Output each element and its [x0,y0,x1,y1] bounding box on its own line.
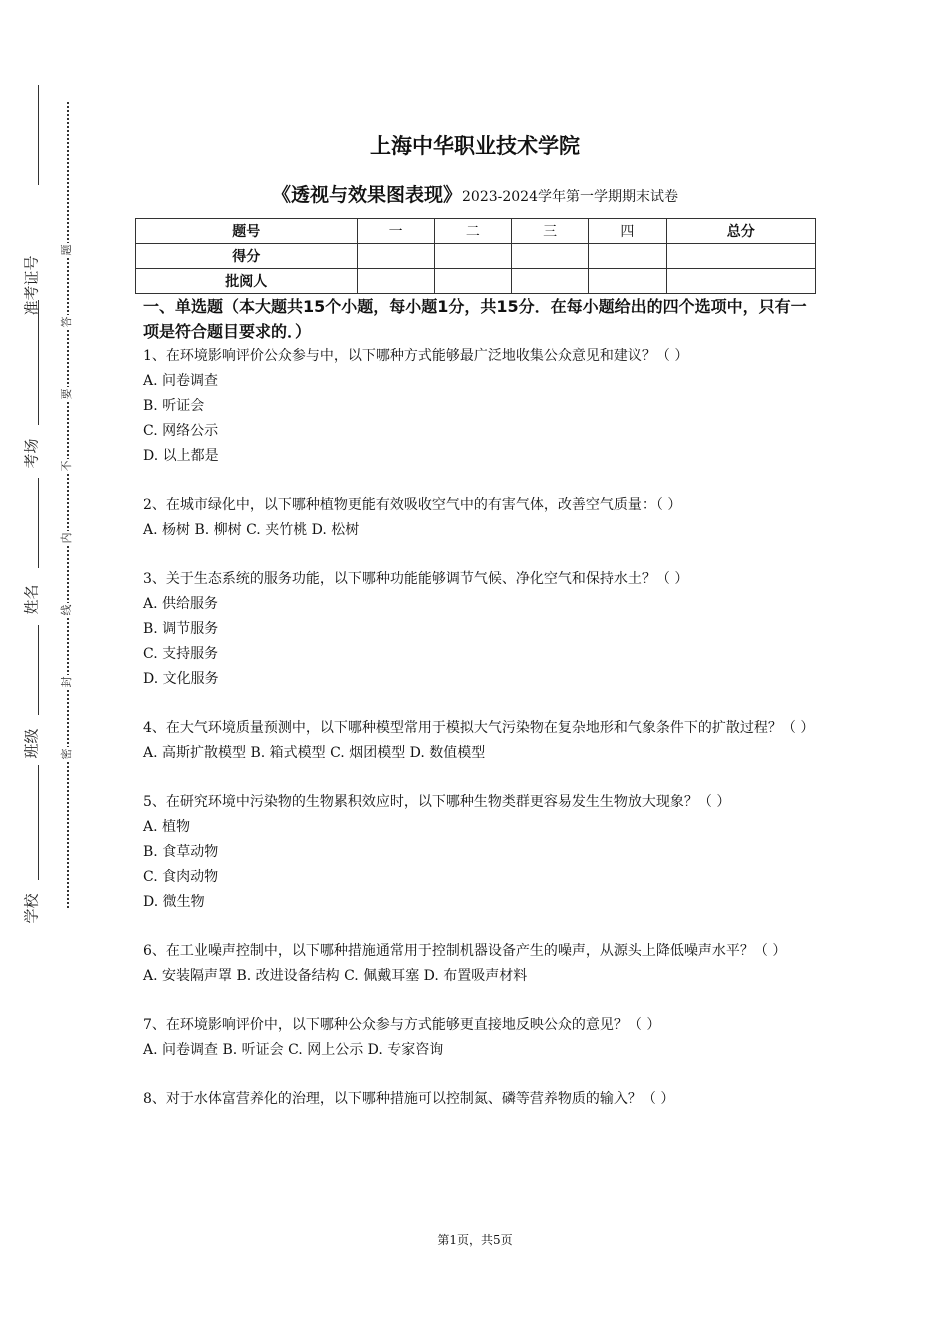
question-option: A. 供给服务 [143,596,219,612]
score-cell[interactable] [589,244,666,269]
page-footer: 第1页，共5页 [437,1233,513,1247]
seal-char: 密 [60,748,73,760]
name-label: 姓名 [22,584,41,615]
seal-char: 题 [60,244,73,256]
reviewer-row [136,269,816,294]
score-cell[interactable] [666,244,815,269]
reviewer-row-label: 批阅人 [136,269,358,294]
question-option: C. 支持服务 [143,646,219,662]
question-option: A. 问卷调查 B. 听证会 C. 网上公示 D. 专家咨询 [143,1042,444,1058]
question-option: D. 以上都是 [143,448,219,464]
score-row [136,244,816,269]
question-option: A. 植物 [143,819,191,835]
question [143,1013,813,1063]
exam-number-label: 准考证号 [22,255,41,316]
margin-line [38,300,39,425]
score-cell[interactable] [434,244,511,269]
seal-char: 答 [60,316,73,328]
question-stem: 1、在环境影响评价公众参与中，以下哪种方式能够最广泛地收集公众意见和建议？（ ） [143,348,689,364]
seal-char: 不 [60,460,73,472]
margin-line [38,625,39,715]
question-option: C. 食肉动物 [143,869,219,885]
score-table-header: 题号 [136,219,358,244]
question [143,716,813,766]
question-stem: 5、在研究环境中污染物的生物累积效应时，以下哪种生物类群更容易发生生物放大现象？（ ） [143,794,731,810]
reviewer-cell[interactable] [357,269,434,294]
score-row-label: 得分 [136,244,358,269]
question-option: D. 微生物 [143,894,205,910]
score-table-header-row [136,219,816,244]
question-stem: 6、在工业噪声控制中，以下哪种措施通常用于控制机器设备产生的噪声，从源头上降低噪声水平？（ ） [143,943,787,959]
question-stem: 4、在大气环境质量预测中，以下哪种模型常用于模拟大气污染物在复杂地形和气象条件下的扩散过程？（ ） [143,720,815,736]
question-stem: 2、在城市绿化中，以下哪种植物更能有效吸收空气中的有害气体，改善空气质量：（ ） [143,497,682,513]
reviewer-cell[interactable] [589,269,666,294]
margin-line [38,765,39,880]
seal-char: 内 [60,532,73,544]
score-table [135,218,816,294]
margin-line [38,478,39,568]
question-option: A. 安装隔声罩 B. 改进设备结构 C. 佩戴耳塞 D. 布置吸声材料 [143,968,528,984]
question [143,939,813,989]
term-title: 2023-2024学年第一学期期末试卷 [462,189,678,205]
score-table-header: 四 [589,219,666,244]
seal-char: 封 [60,676,73,688]
exam-content [143,294,813,1112]
question [143,344,813,469]
section-title: 一、单选题（本大题共15个小题，每小题1分，共15分．在每小题给出的四个选项中，只有一项是符合题目要求的．） [143,297,807,341]
score-table-header: 三 [512,219,589,244]
reviewer-cell[interactable] [512,269,589,294]
reviewer-cell[interactable] [666,269,815,294]
seal-dotted-line [67,102,69,908]
score-table-header: 总分 [666,219,815,244]
question-option: B. 调节服务 [143,621,219,637]
question-option: D. 文化服务 [143,671,219,687]
question-option: A. 高斯扩散模型 B. 箱式模型 C. 烟团模型 D. 数值模型 [143,745,486,761]
question-option: C. 网络公示 [143,423,219,439]
question [143,790,813,915]
question-stem: 3、关于生态系统的服务功能，以下哪种功能能够调节气候、净化空气和保持水土？（ ） [143,571,689,587]
question-option: B. 听证会 [143,398,205,414]
score-cell[interactable] [357,244,434,269]
score-table-header: 二 [434,219,511,244]
question-option: A. 问卷调查 [143,373,219,389]
class-label: 班级 [22,728,41,759]
seal-char: 线 [60,604,73,616]
question [143,493,813,543]
school-title: 上海中华职业技术学院 [370,134,580,158]
question-stem: 8、对于水体富营养化的治理，以下哪种措施可以控制氮、磷等营养物质的输入？（ ） [143,1091,675,1107]
question [143,567,813,692]
seal-char: 要 [60,388,73,400]
reviewer-cell[interactable] [434,269,511,294]
course-title: 《透视与效果图表现》 [271,184,462,206]
exam-room-label: 考场 [22,438,41,469]
exam-title [0,180,950,207]
question-option: A. 杨树 B. 柳树 C. 夹竹桃 D. 松树 [143,522,360,538]
school-label: 学校 [22,893,41,924]
score-cell[interactable] [512,244,589,269]
question [143,1087,813,1112]
score-table-header: 一 [357,219,434,244]
question-stem: 7、在环境影响评价中，以下哪种公众参与方式能够更直接地反映公众的意见？（ ） [143,1017,661,1033]
question-option: B. 食草动物 [143,844,219,860]
